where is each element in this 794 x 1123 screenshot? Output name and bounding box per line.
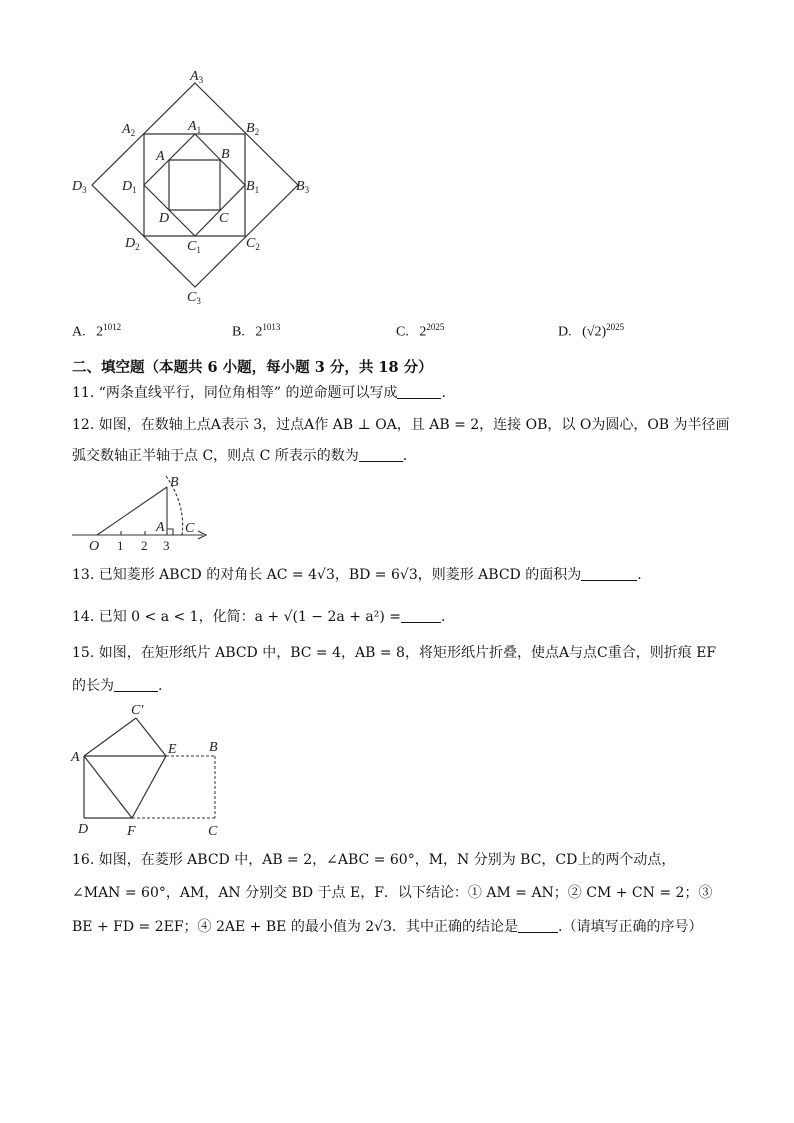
label-o: O: [89, 539, 100, 554]
label-c: C: [219, 211, 229, 226]
square-abcd: [169, 160, 220, 210]
label-b: B: [221, 147, 230, 162]
question-15-line1: 15. 如图，在矩形纸片 ABCD 中，BC = 4，AB = 8，将矩形纸片折叠，使点A与点C重合，则折痕 EF: [72, 645, 717, 661]
segment-ef: [132, 756, 166, 818]
segment-af: [84, 756, 132, 818]
label-c3: $C_3$: [187, 290, 201, 306]
question-12-line2: 弧交数轴正半轴于点 C，则点 C 所表示的数为 .: [72, 448, 408, 464]
question-16-line2: ∠MAN = 60°，AM，AN 分别交 BD 于点 E，F．以下结论：① AM = AN；② CM + CN = 2；③: [72, 885, 713, 901]
question-14: 14. 已知 0 < a < 1，化简：a + √(1 − 2a + a²) = .: [72, 609, 446, 625]
label-e: E: [168, 742, 177, 757]
label-a: A: [156, 149, 165, 164]
option-c[interactable]: C. $2^{2025}$: [396, 322, 445, 340]
answer-blank-16[interactable]: [518, 918, 558, 933]
right-angle-mark: [167, 529, 173, 535]
option-d[interactable]: D. $(√2)^{2025}$: [558, 322, 625, 340]
label-d: D: [159, 211, 170, 226]
option-a[interactable]: A. $2^{1012}$: [72, 322, 122, 340]
label-c-prime: C′: [131, 703, 144, 718]
label-c: C: [208, 824, 218, 839]
label-b: B: [170, 475, 179, 490]
option-b[interactable]: B. $2^{1013}$: [232, 322, 281, 340]
label-a2: $A_2$: [122, 122, 136, 138]
label-c2: $C_2$: [246, 236, 260, 252]
label-a3: $A_3$: [190, 69, 204, 85]
label-d2: $D_2$: [125, 236, 140, 252]
folded-rectangle-figure: [66, 700, 226, 840]
tick-label-2: 2: [141, 538, 148, 553]
answer-blank-15[interactable]: [114, 677, 158, 692]
question-13: 13. 已知菱形 ABCD 的对角长 AC = 4√3，BD = 6√3，则菱形 ABCD 的面积为 .: [72, 567, 642, 583]
segment-ac-prime: [84, 718, 136, 756]
label-b1: $B_1$: [246, 179, 260, 195]
question-15-line2: 的长为 .: [72, 678, 163, 694]
nested-squares-figure: [60, 60, 330, 310]
label-d: D: [78, 822, 89, 837]
question-11: 11. “两条直线平行，同位角相等” 的逆命题可以写成 .: [72, 385, 446, 401]
label-d1: $D_1$: [122, 179, 137, 195]
answer-blank-11[interactable]: [397, 384, 441, 399]
label-c: C: [185, 521, 195, 536]
tick-label-1: 1: [117, 538, 124, 553]
answer-blank-14[interactable]: [401, 608, 441, 623]
label-a: A: [71, 750, 80, 765]
label-c1: $C_1$: [187, 239, 201, 255]
label-b3: $B_3$: [296, 179, 310, 195]
section-title: 二、填空题（本题共 6 小题，每小题 3 分，共 18 分）: [72, 359, 433, 376]
tick-label-3: 3: [163, 538, 170, 553]
label-b2: $B_2$: [246, 121, 260, 137]
answer-blank-12[interactable]: [359, 447, 403, 462]
number-line-figure: [66, 470, 216, 555]
question-12-line1: 12. 如图，在数轴上点A表示 3，过点A作 AB ⊥ OA，且 AB = 2，连接 OB，以 O为圆心，OB 为半径画: [72, 417, 730, 433]
answer-blank-13[interactable]: [581, 566, 637, 581]
label-f: F: [127, 824, 136, 839]
segment-c-prime-e: [136, 718, 166, 756]
label-a: A: [156, 520, 165, 535]
question-16-line3: BE + FD = 2EF；④ 2AE + BE 的最小值为 2√3．其中正确的结论是 .（请填写正确的序号）: [72, 919, 703, 935]
label-a1: $A_1$: [188, 119, 202, 135]
label-d3: $D_3$: [72, 179, 87, 195]
question-16-line1: 16. 如图，在菱形 ABCD 中，AB = 2，∠ABC = 60°，M，N 分别为 BC，CD上的两个动点，: [72, 852, 676, 868]
label-b: B: [209, 740, 218, 755]
